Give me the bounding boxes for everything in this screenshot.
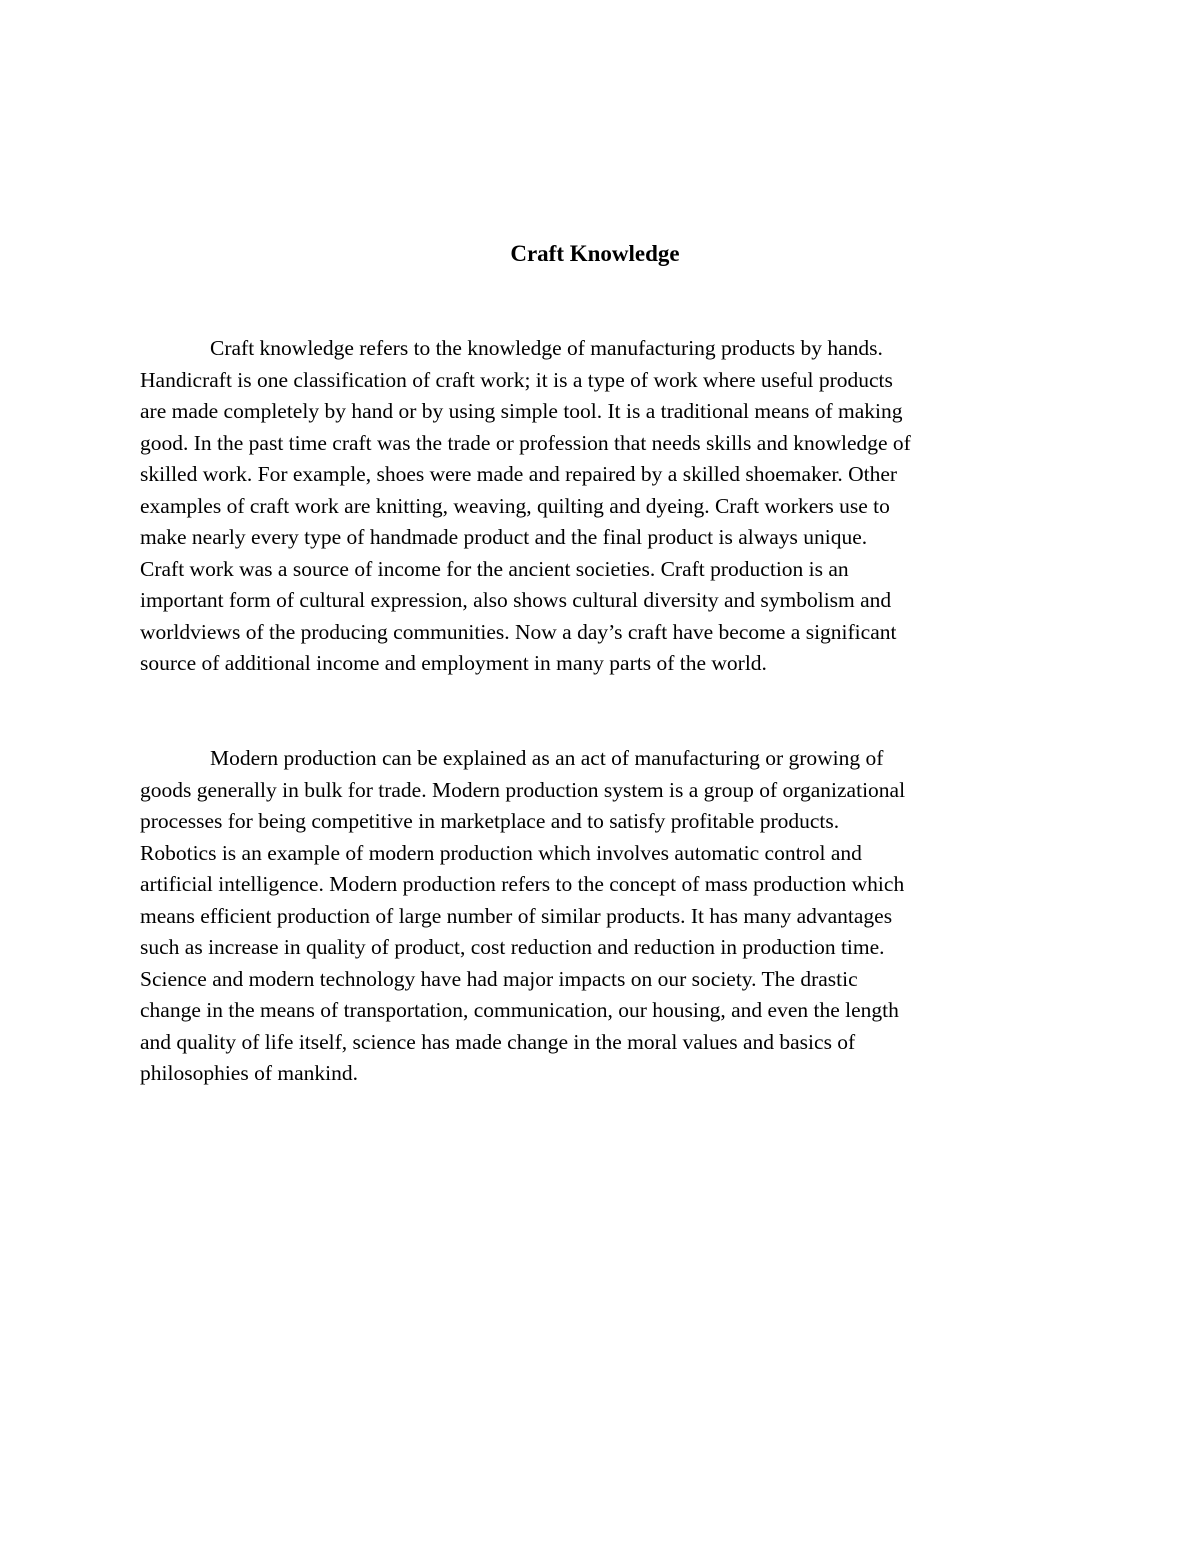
paragraph-line: philosophies of mankind. [140,1061,358,1085]
paragraph-modern-production [140,743,1080,1090]
paragraph-line: Craft work was a source of income for the ancient societies. Craft production is an [140,556,849,581]
paragraph-line: and quality of life itself, science has made change in the moral values and basics of [140,1029,856,1054]
document-title: Craft Knowledge [510,241,680,266]
paragraph-line: make nearly every type of handmade product and the final product is always unique. [140,525,868,549]
paragraph-line: good. In the past time craft was the trade or profession that needs skills and knowledge of [140,430,911,455]
paragraph-line: examples of craft work are knitting, weaving, quilting and dyeing. Craft workers use to [140,493,890,518]
paragraph-line: worldviews of the producing communities. Now a day’s craft have become a significant [140,619,897,644]
paragraph-line: means efficient production of large number of similar products. It has many advantages [140,903,893,928]
paragraph-line: source of additional income and employment in many parts of the world. [140,651,767,675]
paragraph-line: such as increase in quality of product, cost reduction and reduction in production time. [140,935,885,959]
paragraph-line: skilled work. For example, shoes were made and repaired by a skilled shoemaker. Other [140,462,898,486]
paragraph-line: important form of cultural expression, also shows cultural diversity and symbolism and [140,588,892,612]
paragraph-line: Modern production can be explained as an act of manufacturing or growing of [210,746,884,770]
paragraph-line: Handicraft is one classification of craft work; it is a type of work where useful products [140,367,893,392]
paragraph-line: are made completely by hand or by using simple tool. It is a traditional means of making [140,399,903,423]
paragraph-line: goods generally in bulk for trade. Modern production system is a group of organizational [140,777,906,802]
paragraph-line: Robotics is an example of modern production which involves automatic control and [140,840,862,865]
paragraph-craft-knowledge [140,333,1080,680]
paragraph-line: processes for being competitive in marketplace and to satisfy profitable products. [140,809,840,833]
paragraph-line: Craft knowledge refers to the knowledge of manufacturing products by hands. [210,336,883,360]
paragraph-line: Science and modern technology have had major impacts on our society. The drastic [140,966,858,991]
paragraph-line: artificial intelligence. Modern production refers to the concept of mass production which [140,872,905,896]
paragraph-line: change in the means of transportation, communication, our housing, and even the length [140,998,899,1022]
